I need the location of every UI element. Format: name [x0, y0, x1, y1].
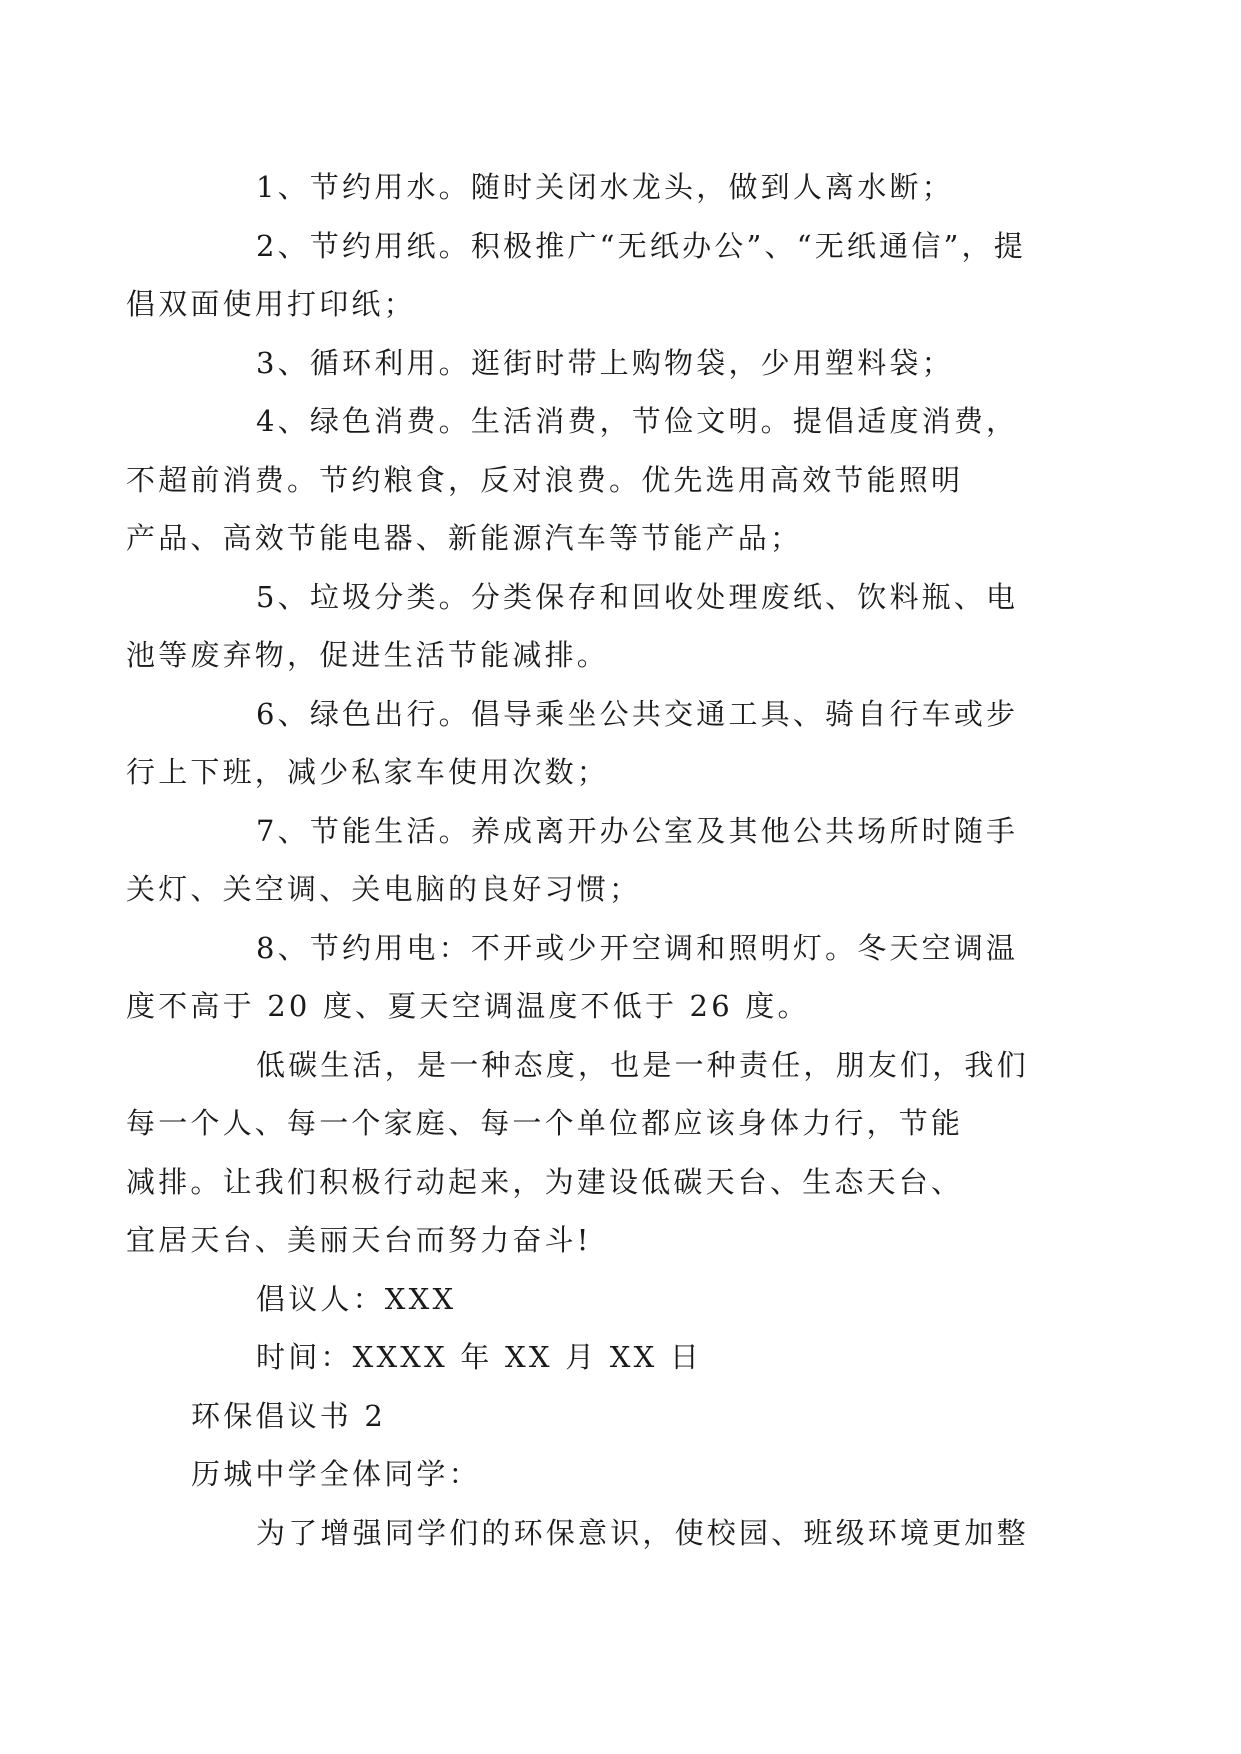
document-body	[126, 158, 1071, 1562]
text-line: 池等废弃物，促进生活节能减排。	[126, 638, 610, 672]
proposal-item-8	[126, 919, 1071, 1036]
text-line: 不超前消费。节约粮食，反对浪费。优先选用高效节能照明	[126, 462, 964, 497]
text-line: 1、节约用水。随时关闭水龙头，做到人离水断；	[256, 170, 954, 204]
proposal-item-7	[126, 802, 1071, 919]
proposer-line: 倡议人：XXX	[256, 1281, 457, 1316]
text-line: 每一个人、每一个家庭、每一个单位都应该身体力行，节能	[126, 1106, 964, 1140]
date-line: 时间：XXXX 年 XX 月 XX 日	[256, 1340, 703, 1374]
text-line: 减排。让我们积极行动起来，为建设低碳天台、生态天台、	[126, 1164, 964, 1199]
proposal-item-4	[126, 392, 1071, 568]
text-line: 8、节约用电：不开或少开空调和照明灯。冬天空调温	[256, 930, 1019, 965]
closing-paragraph	[126, 1036, 1071, 1270]
text-line: 产品、高效节能电器、新能源汽车等节能产品；	[126, 521, 803, 555]
text-line: 度不高于 20 度、夏天空调温度不低于 26 度。	[126, 989, 810, 1023]
salutation: 历城中学全体同学：	[191, 1457, 481, 1491]
proposal-item-3	[191, 334, 1071, 393]
text-line: 倡双面使用打印纸；	[126, 287, 416, 321]
intro-paragraph	[191, 1504, 1071, 1563]
text-line: 7、节能生活。养成离开办公室及其他公共场所时随手	[256, 813, 1019, 848]
text-line: 低碳生活，是一种态度，也是一种责任，朋友们，我们	[256, 1047, 1029, 1082]
text-line: 4、绿色消费。生活消费，节俭文明。提倡适度消费，	[256, 404, 1019, 438]
text-line: 5、垃圾分类。分类保存和回收处理废纸、饮料瓶、电	[256, 579, 1019, 614]
text-line: 3、循环利用。逛街时带上购物袋，少用塑料袋；	[256, 345, 954, 380]
section-title: 环保倡议书 2	[191, 1398, 387, 1433]
proposal-item-1	[191, 158, 1071, 217]
proposal-item-6	[126, 685, 1071, 802]
text-line: 6、绿色出行。倡导乘坐公共交通工具、骑自行车或步	[256, 696, 1019, 731]
text-line: 行上下班，减少私家车使用次数；	[126, 755, 610, 789]
proposal-item-5	[126, 568, 1071, 685]
proposal-item-2	[126, 217, 1071, 334]
text-line: 2、节约用纸。积极推广“无纸办公”、“无纸通信”，提	[256, 228, 1026, 263]
text-line: 宜居天台、美丽天台而努力奋斗!	[126, 1223, 592, 1257]
text-line: 关灯、关空调、关电脑的良好习惯；	[126, 872, 642, 906]
text-line: 为了增强同学们的环保意识，使校园、班级环境更加整	[256, 1515, 1029, 1550]
